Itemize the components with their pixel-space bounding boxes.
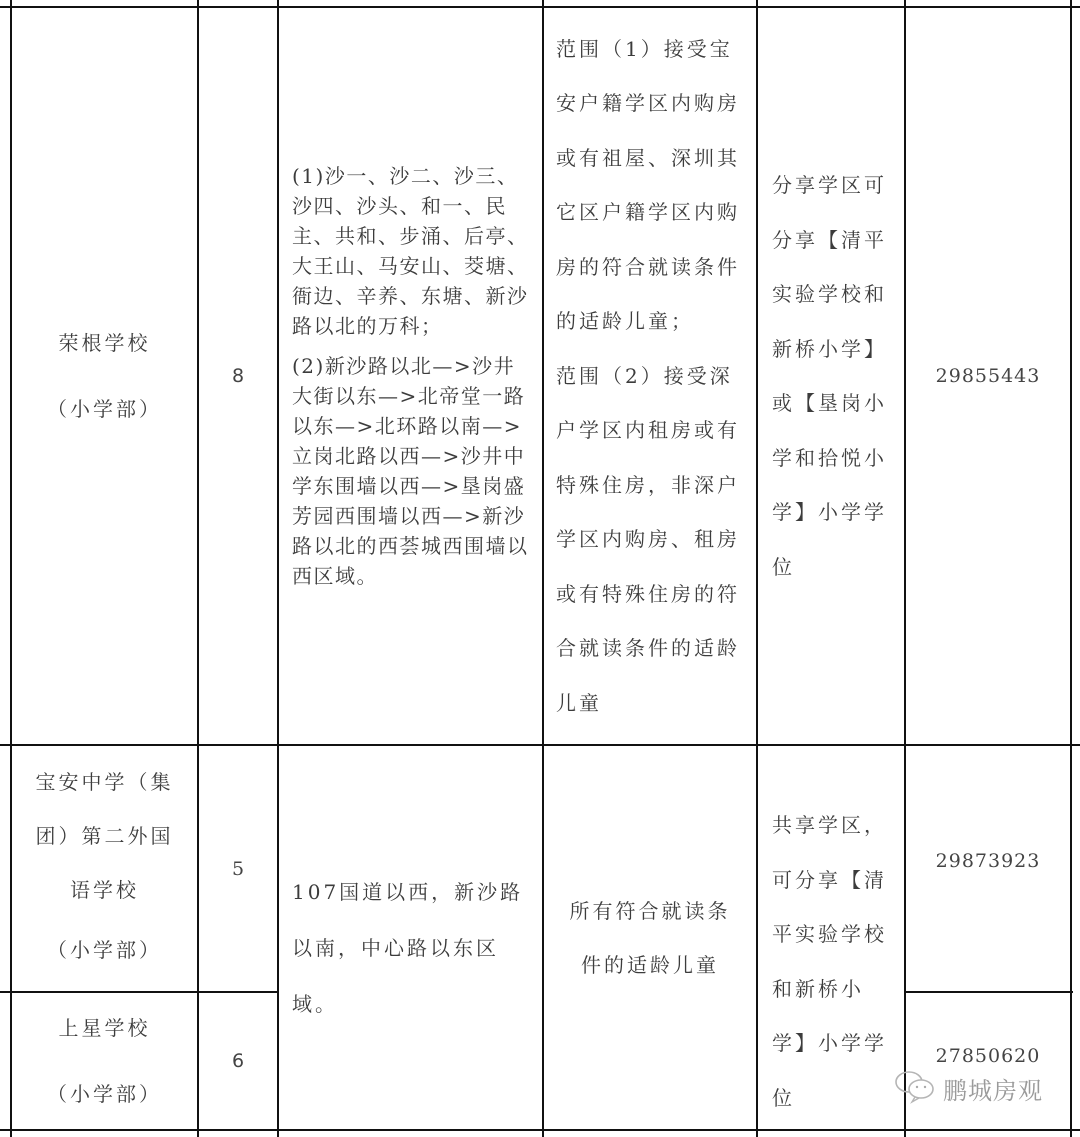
enrollment-area: 107国道以西，新沙路以南，中心路以东区域。 xyxy=(292,880,524,1016)
table-row xyxy=(12,8,197,744)
shared-district-cell-merged xyxy=(758,746,904,1129)
school-section: （小学部） xyxy=(47,937,162,962)
phone-number: 29855443 xyxy=(935,365,1041,387)
phone-number: 27850620 xyxy=(935,1045,1041,1067)
shared-district: 共享学区，可分享【清平实验学校和新桥小学】小学学位 xyxy=(772,813,887,1110)
class-count: 6 xyxy=(231,1050,245,1072)
shared-district: 分享学区可分享【清平实验学校和新桥小学】或【垦岗小学和拾悦小学】小学学位 xyxy=(772,173,887,579)
school-name: 宝安中学（集团）第二外国语学校 xyxy=(35,769,174,902)
watermark xyxy=(893,1068,1043,1108)
phone-cell xyxy=(906,8,1070,744)
shared-district-cell xyxy=(758,8,904,744)
table-row xyxy=(12,993,197,1129)
class-count: 5 xyxy=(231,857,245,880)
phone-number: 29873923 xyxy=(935,850,1041,872)
phone-cell xyxy=(906,993,1070,1129)
enrollment-conditions-cell xyxy=(544,8,756,744)
class-count-cell xyxy=(199,746,277,991)
phone-cell xyxy=(906,746,1070,991)
enrollment-area-2: (2)新沙路以北—>沙井大街以东—>北帝堂一路以东—>北环路以南—>立岗北路以西—>沙井中学东围墙以西—>垦岗盛芳园西围墙以西—>新沙路以北的西荟城西围墙以西区域。 xyxy=(292,354,529,588)
enrollment-area-1: (1)沙一、沙二、沙三、沙四、沙头、和一、民主、共和、步涌、后亭、大王山、马安山、茭塘、衙边、辛养、东塘、新沙路以北的万科； xyxy=(292,164,529,338)
col-border xyxy=(1070,0,1072,1137)
school-section: （小学部） xyxy=(47,1082,162,1106)
table-row xyxy=(12,746,197,991)
condition-1: 范围（1）接受宝安户籍学区内购房或有祖屋、深圳其它区户籍学区内购房的符合就读条件的适龄儿童； xyxy=(556,36,740,334)
school-section: （小学部） xyxy=(47,397,162,421)
school-name: 上星学校 xyxy=(58,1016,151,1040)
watermark-label: 鹏城房观 xyxy=(943,1076,1043,1105)
enrollment-conditions: 所有符合就读条件的适龄儿童 xyxy=(569,898,731,977)
table-border-bottom xyxy=(0,1129,1080,1131)
enrollment-conditions-cell-merged xyxy=(544,746,756,1129)
condition-2: 范围（2）接受深户学区内租房或有特殊住房，非深户学区内购房、租房或有特殊住房的符合就读条件的适龄儿童 xyxy=(556,363,740,715)
class-count: 8 xyxy=(231,365,245,387)
class-count-cell xyxy=(199,8,277,744)
wechat-icon xyxy=(893,1068,939,1108)
school-name: 荣根学校 xyxy=(58,331,151,355)
class-count-cell xyxy=(199,993,277,1129)
enrollment-area-cell-merged xyxy=(279,746,542,1129)
enrollment-area-cell xyxy=(279,8,542,744)
